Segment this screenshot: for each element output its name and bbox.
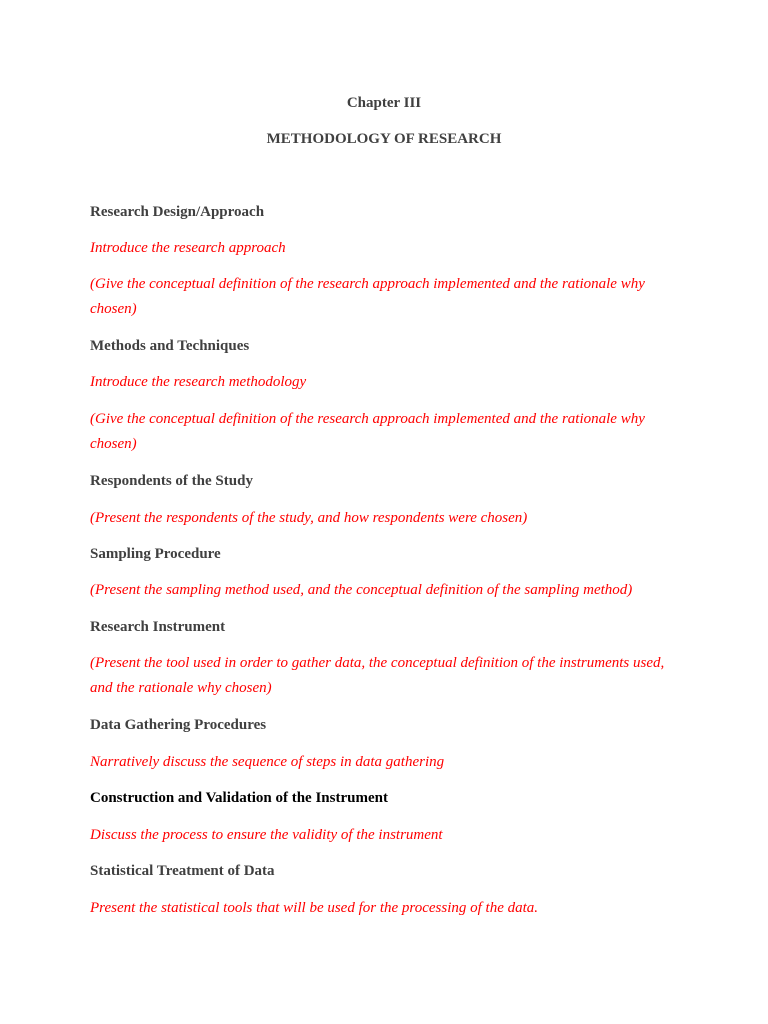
instruction-note: Narratively discuss the sequence of steps in data gathering — [90, 754, 445, 770]
section-heading-statistical-treatment: Statistical Treatment of Data — [90, 863, 275, 879]
instruction-note: Discuss the process to ensure the validity of the instrument — [90, 827, 443, 843]
instruction-note: (Give the conceptual definition of the research approach implemented and the rationale why chosen) — [90, 276, 645, 317]
section-heading-respondents: Respondents of the Study — [90, 473, 253, 489]
section-heading-instrument: Research Instrument — [90, 619, 226, 635]
chapter-label: Chapter III — [346, 95, 422, 111]
section-heading-data-gathering: Data Gathering Procedures — [90, 717, 267, 733]
instruction-note: (Present the tool used in order to gather data, the conceptual definition of the instruments used, and the rationale why chosen) — [90, 655, 665, 696]
instruction-note: (Present the respondents of the study, and how respondents were chosen) — [90, 510, 528, 526]
instruction-note: Introduce the research approach — [90, 240, 286, 256]
section-heading-validation: Construction and Validation of the Instrument — [90, 790, 388, 806]
instruction-note: Present the statistical tools that will be used for the processing of the data. — [90, 900, 539, 916]
instruction-note: (Present the sampling method used, and the conceptual definition of the sampling method) — [90, 582, 633, 598]
section-heading-methods: Methods and Techniques — [90, 338, 250, 354]
instruction-note: Introduce the research methodology — [90, 374, 307, 390]
chapter-title: METHODOLOGY OF RESEARCH — [266, 131, 502, 147]
section-heading-research-design: Research Design/Approach — [90, 204, 265, 220]
section-heading-sampling: Sampling Procedure — [90, 546, 221, 562]
instruction-note: (Give the conceptual definition of the research approach implemented and the rationale why chosen) — [90, 411, 645, 452]
